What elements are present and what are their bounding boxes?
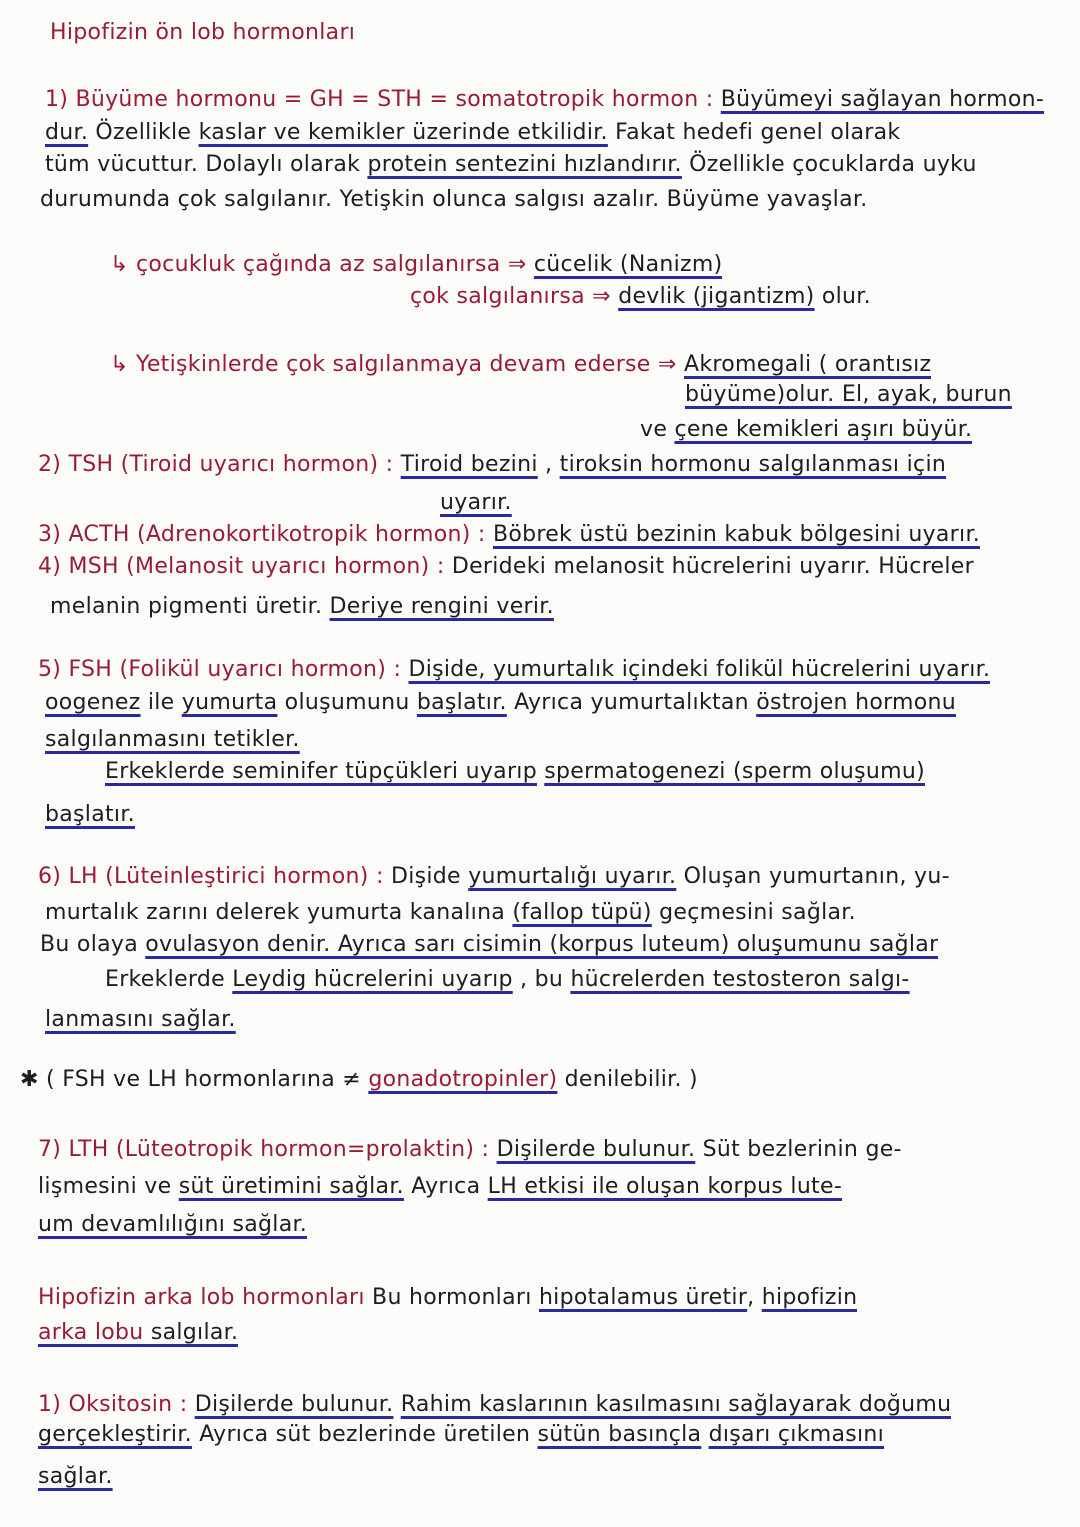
note-line	[38, 1318, 238, 1348]
note-text: ,	[537, 452, 560, 477]
note-line	[38, 1135, 902, 1165]
note-line	[685, 380, 1012, 410]
note-text: Derideki melanosit hücrelerini uyarır. Hücreler	[451, 554, 974, 579]
note-text: Ayrıca yumurtalıktan	[506, 690, 757, 715]
note-line	[45, 688, 956, 718]
underlined-text: Leydig hücrelerini uyarıp	[232, 967, 513, 992]
underlined-text: Büyümeyi sağlayan hormon-	[720, 87, 1045, 112]
note-line	[45, 118, 900, 148]
underlined-text: başlatır.	[416, 690, 507, 715]
underlined-text: devlik (jigantizm)	[618, 284, 815, 309]
note-text: Hipofizin arka lob hormonları	[38, 1285, 365, 1310]
underlined-text: protein sentezini hızlandırır.	[367, 152, 682, 177]
note-text: 7) LTH (Lüteotropik hormon=prolaktin) :	[38, 1137, 497, 1162]
underlined-text: Deriye rengini verir.	[329, 594, 554, 619]
note-text: 4) MSH (Melanosit uyarıcı hormon) :	[38, 554, 452, 579]
note-text: durumunda çok salgılanır. Yetişkin olunca salgısı azalır. Büyüme yavaşlar.	[40, 187, 868, 212]
underlined-text: Böbrek üstü bezinin kabuk bölgesini uyarır.	[492, 522, 981, 547]
note-text: 6) LH (Lüteinleştirici hormon) :	[38, 864, 391, 889]
underlined-text: dışarı çıkmasını	[708, 1422, 885, 1447]
underlined-text: hipofizin	[761, 1285, 858, 1310]
underlined-text: gerçekleştirir.	[38, 1422, 192, 1447]
underlined-text: spermatogenezi (sperm oluşumu)	[544, 759, 926, 784]
note-line	[40, 185, 868, 215]
note-text	[393, 1392, 400, 1417]
underlined-text: yumurta	[181, 690, 278, 715]
underlined-text: lanmasını sağlar.	[45, 1007, 236, 1032]
underlined-text: salgılanmasını tetikler.	[45, 727, 300, 752]
note-line	[45, 85, 1044, 115]
underlined-text: Akromegali ( orantısız	[683, 352, 932, 377]
note-text: geçmesini sağlar.	[651, 900, 856, 925]
underlined-text: östrojen hormonu	[756, 690, 957, 715]
note-line	[50, 18, 355, 48]
note-text: Erkeklerde	[105, 967, 233, 992]
note-line	[45, 898, 856, 928]
underlined-text: ovulasyon denir.	[145, 932, 331, 957]
note-text: 1) Oksitosin :	[38, 1392, 195, 1417]
underlined-text: tiroksin hormonu salgılanması için	[559, 452, 947, 477]
note-line	[45, 150, 977, 180]
note-text: Fakat hedefi genel olarak	[607, 120, 901, 145]
note-text: Oluşan yumurtanın, yu-	[676, 864, 950, 889]
note-text: Özellikle çocuklarda uyku	[681, 152, 977, 177]
underlined-text: hücrelerden testosteron salgı-	[570, 967, 910, 992]
note-text: Ayrıca	[403, 1174, 488, 1199]
underlined-text: Dişilerde bulunur.	[194, 1392, 394, 1417]
note-line	[38, 1390, 951, 1420]
underlined-text: başlatır.	[45, 802, 135, 827]
note-line	[38, 520, 980, 550]
underlined-text: dur.	[45, 120, 89, 145]
note-text: ↳ Yetişkinlerde çok salgılanmaya devam ederse ⇒	[110, 352, 684, 377]
note-text: murtalık zarını delerek yumurta kanalına	[45, 900, 513, 925]
note-line	[38, 655, 990, 685]
underlined-text: kaslar ve kemikler üzerinde etkilidir.	[198, 120, 608, 145]
underlined-text: sağlar.	[38, 1464, 113, 1489]
underlined-text: sütün basınçla	[537, 1422, 702, 1447]
note-text: ve	[640, 417, 675, 442]
note-text: denilebilir. )	[557, 1067, 698, 1092]
note-text: Dişide	[390, 864, 469, 889]
note-text: Özellikle	[88, 120, 199, 145]
underlined-text: Rahim kaslarının kasılmasını sağlayarak doğumu	[400, 1392, 952, 1417]
underlined-text: büyüme)olur. El, ayak, burun	[685, 382, 1012, 407]
note-text: olur.	[814, 284, 871, 309]
underlined-text: uyarır.	[440, 490, 512, 515]
note-line	[20, 1065, 698, 1095]
underlined-text: Dişide, yumurtalık içindeki folikül hücrelerini uyarır.	[408, 657, 991, 682]
underlined-text: salgılar.	[143, 1320, 239, 1345]
note-line	[38, 1210, 307, 1240]
underlined-text: cücelik (Nanizm)	[533, 252, 723, 277]
note-line	[440, 488, 512, 518]
note-line	[38, 862, 950, 892]
note-line	[105, 965, 910, 995]
note-text: çok salgılanırsa ⇒	[410, 284, 619, 309]
note-text: Süt bezlerinin ge-	[695, 1137, 902, 1162]
note-text: ↳ çocukluk çağında az salgılanırsa ⇒	[110, 252, 534, 277]
note-text: Bu olaya	[40, 932, 146, 957]
note-text	[701, 1422, 708, 1447]
underlined-text: süt üretimini sağlar.	[178, 1174, 404, 1199]
note-text: 1) Büyüme hormonu = GH = STH = somatotropik hormon :	[45, 87, 721, 112]
note-line	[40, 930, 938, 960]
note-text: 5) FSH (Folikül uyarıcı hormon) :	[38, 657, 409, 682]
note-line	[410, 282, 871, 312]
underlined-text: oogenez	[45, 690, 141, 715]
note-line	[45, 725, 300, 755]
underlined-text: yumurtalığı uyarır.	[468, 864, 677, 889]
note-line	[45, 800, 135, 830]
note-text: ,	[747, 1285, 762, 1310]
underlined-text: arka lobu	[38, 1320, 144, 1345]
underlined-text: Tiroid bezini	[400, 452, 538, 477]
note-line	[50, 592, 554, 622]
note-line	[45, 1005, 236, 1035]
underlined-text: hipotalamus üretir	[538, 1285, 748, 1310]
note-line	[38, 1420, 884, 1450]
note-line	[640, 415, 972, 445]
note-line	[105, 757, 925, 787]
note-text: tüm vücuttur. Dolaylı olarak	[45, 152, 368, 177]
note-text: melanin pigmenti üretir.	[50, 594, 330, 619]
note-text: 3) ACTH (Adrenokortikotropik hormon) :	[38, 522, 493, 547]
note-line	[110, 250, 722, 280]
note-line	[38, 450, 946, 480]
underlined-text: Dişilerde bulunur.	[496, 1137, 696, 1162]
note-line	[38, 552, 974, 582]
note-text: Ayrıca süt bezlerinde üretilen	[191, 1422, 538, 1447]
note-text: Hipofizin ön lob hormonları	[50, 20, 356, 45]
underlined-text: çene kemikleri aşırı büyür.	[674, 417, 973, 442]
note-line	[38, 1172, 842, 1202]
underlined-text: um devamlılığını sağlar.	[38, 1212, 308, 1237]
note-text: Bu hormonları	[364, 1285, 539, 1310]
underlined-text: LH etkisi ile oluşan korpus lute-	[487, 1174, 843, 1199]
underlined-text: gonadotropinler)	[368, 1067, 558, 1092]
note-text: ✱ ( FSH ve LH hormonlarına ≠	[20, 1067, 369, 1092]
note-text: 2) TSH (Tiroid uyarıcı hormon) :	[38, 452, 401, 477]
note-line	[38, 1462, 113, 1492]
note-line	[38, 1283, 857, 1313]
note-line	[110, 350, 931, 380]
underlined-text: Erkeklerde seminifer tüpçükleri uyarıp	[105, 759, 537, 784]
note-text: oluşumunu	[277, 690, 417, 715]
note-text: lişmesini ve	[38, 1174, 179, 1199]
note-text: ile	[140, 690, 182, 715]
note-text: , bu	[512, 967, 571, 992]
underlined-text: (fallop tüpü)	[512, 900, 652, 925]
underlined-text: Ayrıca sarı cisimin (korpus luteum) oluşumunu sağlar	[330, 932, 939, 957]
